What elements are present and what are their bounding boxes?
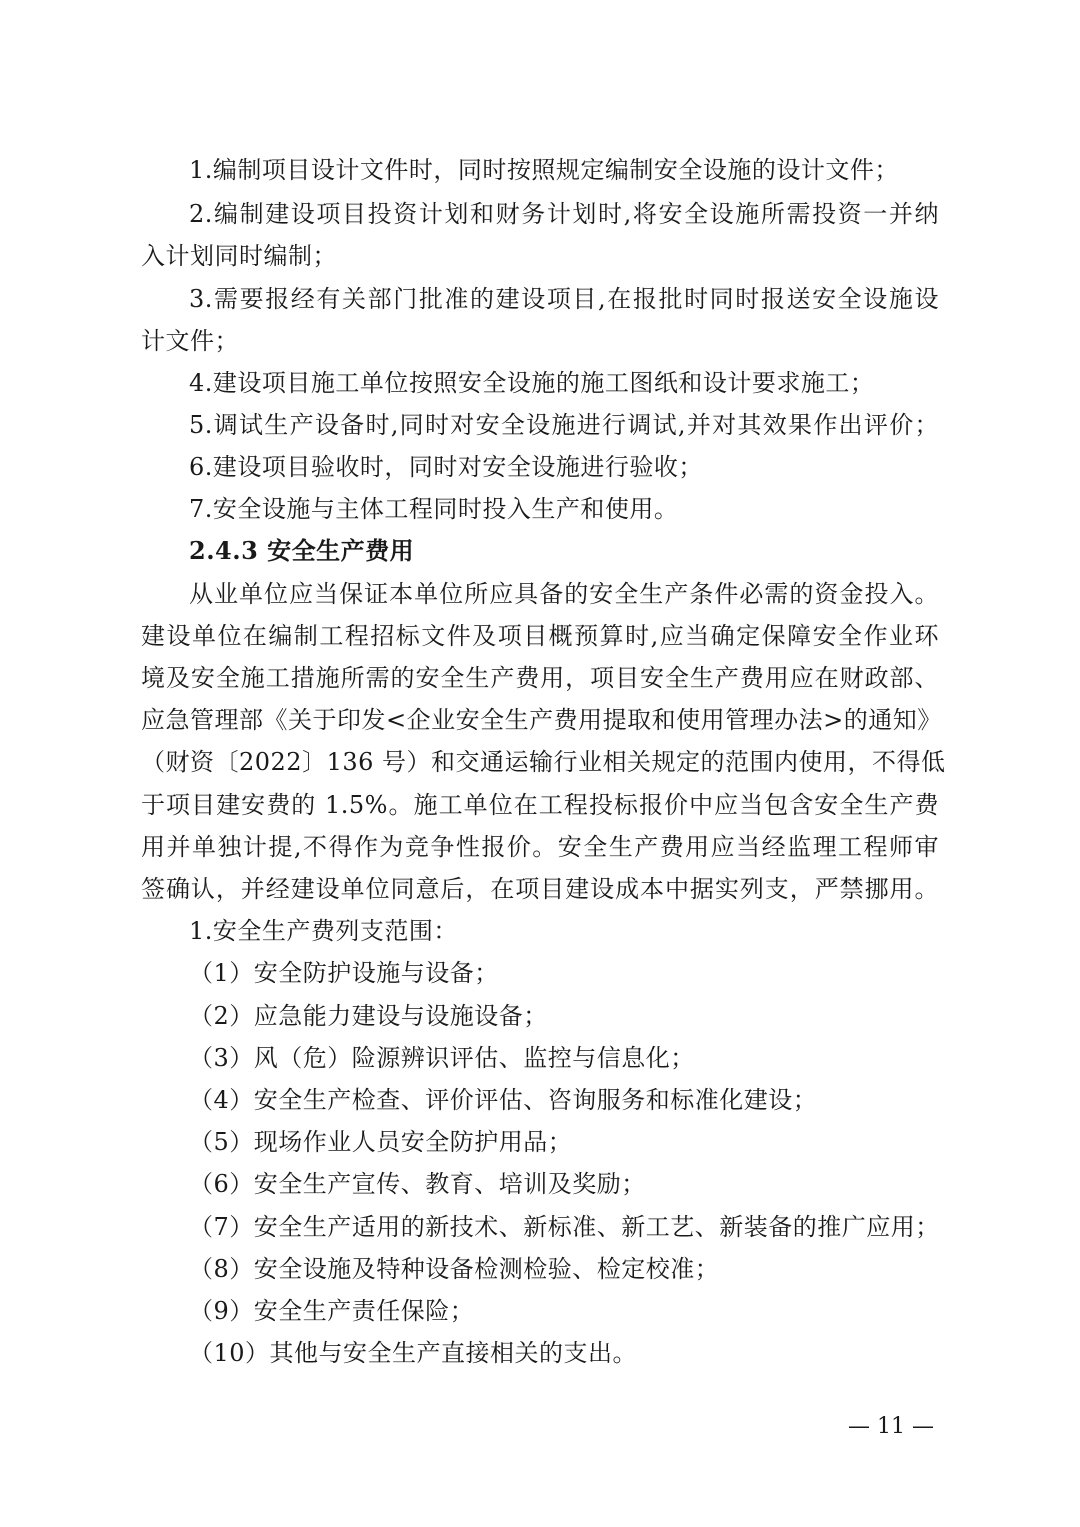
paragraph-line: 从业单位应当保证本单位所应具备的安全生产条件必需的资金投入。 — [189, 580, 939, 608]
paragraph-line: （财资〔2022〕136 号）和交通运输行业相关规定的范围内使用，不得低 — [141, 748, 946, 776]
paragraph-line: 境及安全施工措施所需的安全生产费用，项目安全生产费用应在财政部、 — [141, 664, 939, 692]
list-item: （4）安全生产检查、评价评估、咨询服务和标准化建设； — [189, 1086, 818, 1114]
list-item: 2.编制建设项目投资计划和财务计划时,将安全设施所需投资一并纳 — [189, 200, 939, 228]
paragraph-line: 建设单位在编制工程招标文件及项目概预算时,应当确定保障安全作业环 — [141, 622, 939, 650]
list-item: （2）应急能力建设与设施设备； — [189, 1002, 548, 1030]
list-item: （6）安全生产宣传、教育、培训及奖励； — [189, 1170, 646, 1198]
list-item: （1）安全防护设施与设备； — [189, 959, 499, 987]
paragraph-line: 于项目建安费的 1.5%。施工单位在工程投标报价中应当包含安全生产费 — [141, 791, 939, 819]
list-item: 6.建设项目验收时，同时对安全设施进行验收； — [189, 453, 703, 481]
list-item: （5）现场作业人员安全防护用品； — [189, 1128, 573, 1156]
page-number: — 11 — — [848, 1414, 934, 1439]
list-item: 5.调试生产设备时,同时对安全设施进行调试,并对其效果作出评价； — [189, 411, 939, 439]
list-item-continuation: 入计划同时编制； — [141, 242, 337, 270]
list-item: 4.建设项目施工单位按照安全设施的施工图纸和设计要求施工； — [189, 369, 875, 397]
paragraph-line: 签确认，并经建设单位同意后，在项目建设成本中据实列支，严禁挪用。 — [141, 875, 939, 903]
list-item: （3）风（危）险源辨识评估、监控与信息化； — [189, 1044, 695, 1072]
list-item: 1.编制项目设计文件时，同时按照规定编制安全设施的设计文件； — [189, 156, 899, 184]
list-item: （10）其他与安全生产直接相关的支出。 — [189, 1339, 638, 1367]
list-intro: 1.安全生产费列支范围： — [189, 917, 458, 945]
section-heading: 2.4.3 安全生产费用 — [189, 536, 415, 565]
list-item: （8）安全设施及特种设备检测检验、检定校准； — [189, 1255, 720, 1283]
list-item: （9）安全生产责任保险； — [189, 1297, 475, 1325]
list-item: 7.安全设施与主体工程同时投入生产和使用。 — [189, 495, 679, 523]
list-item: 3.需要报经有关部门批准的建设项目,在报批时同时报送安全设施设 — [189, 285, 939, 313]
paragraph-line: 用并单独计提,不得作为竞争性报价。安全生产费用应当经监理工程师审 — [141, 833, 939, 861]
list-item-continuation: 计文件； — [141, 327, 239, 355]
list-item: （7）安全生产适用的新技术、新标准、新工艺、新装备的推广应用； — [189, 1213, 940, 1241]
paragraph-line: 应急管理部《关于印发<企业安全生产费用提取和使用管理办法>的通知》 — [141, 706, 942, 734]
